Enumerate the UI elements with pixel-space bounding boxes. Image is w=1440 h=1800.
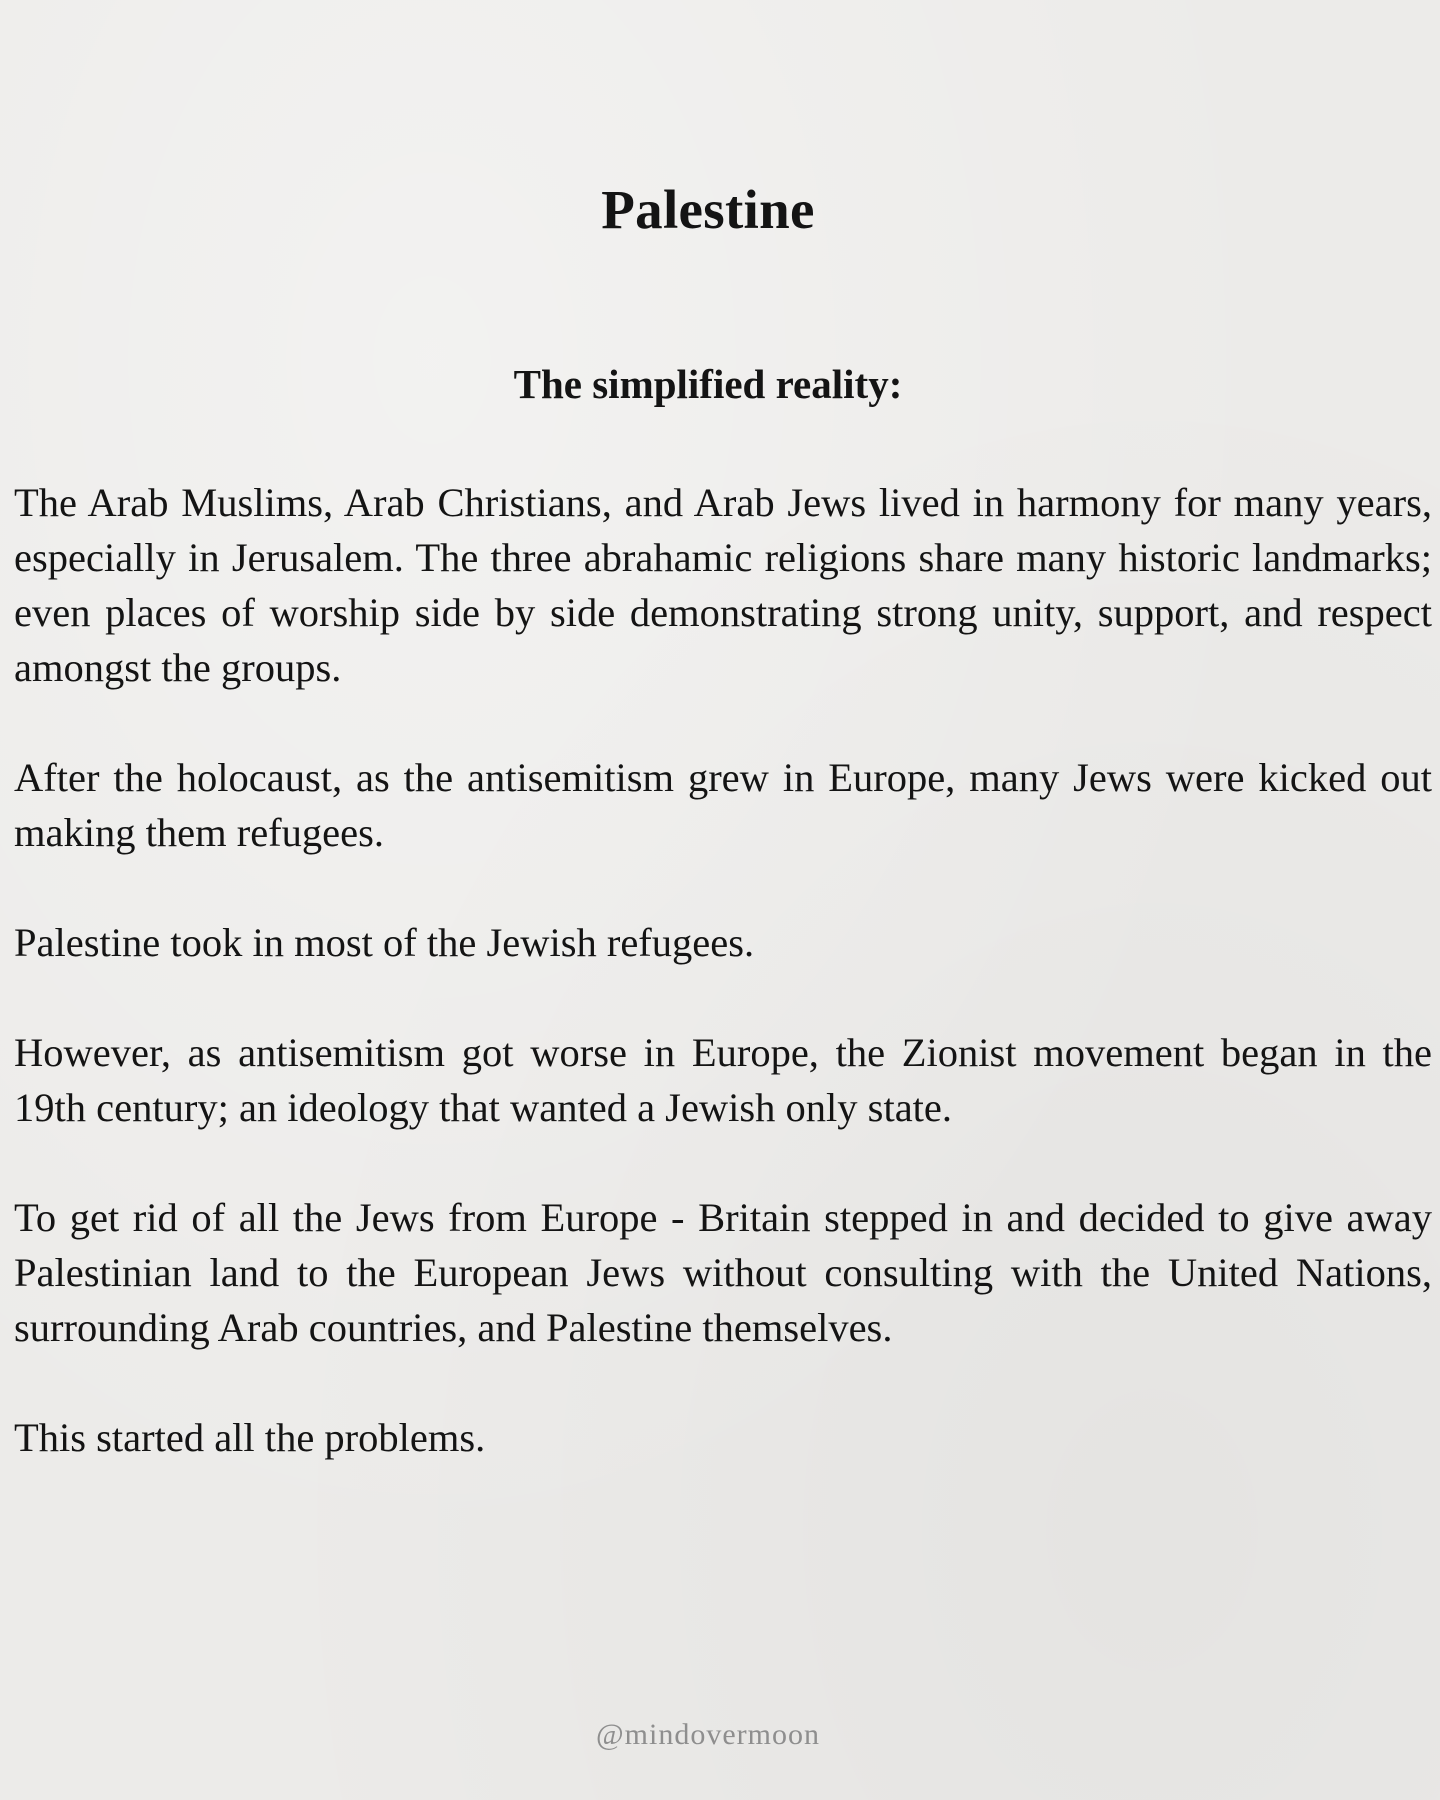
page-subtitle: The simplified reality: — [513, 361, 903, 407]
paragraph-conclusion: This started all the problems. — [14, 1415, 486, 1460]
page-title: Palestine — [601, 179, 815, 240]
paragraph-holocaust: After the holocaust, as the antisemitism grew in Europe, many Jews were kicked out making them refugees. — [14, 755, 1432, 855]
paragraph-refugees: Palestine took in most of the Jewish refugees. — [14, 920, 755, 965]
footer-handle: @mindovermoon — [596, 1718, 820, 1751]
body-text — [14, 475, 1432, 1520]
paragraph-harmony: The Arab Muslims, Arab Christians, and Arab Jews lived in harmony for many years, especially in Jerusalem. The three abrahamic religions share many historic landmarks; even places of worship side by side demonstrating strong unity, support, and respect amongst the groups. — [14, 480, 1432, 690]
paragraph-britain: To get rid of all the Jews from Europe - Britain stepped in and decided to give away Palestinian land to the European Jews without consulting with the United Nations, surrounding Arab countries, and Palestine themselves. — [14, 1195, 1432, 1350]
paragraph-zionist-movement: However, as antisemitism got worse in Europe, the Zionist movement began in the 19th century; an ideology that wanted a Jewish only state. — [14, 1030, 1432, 1130]
